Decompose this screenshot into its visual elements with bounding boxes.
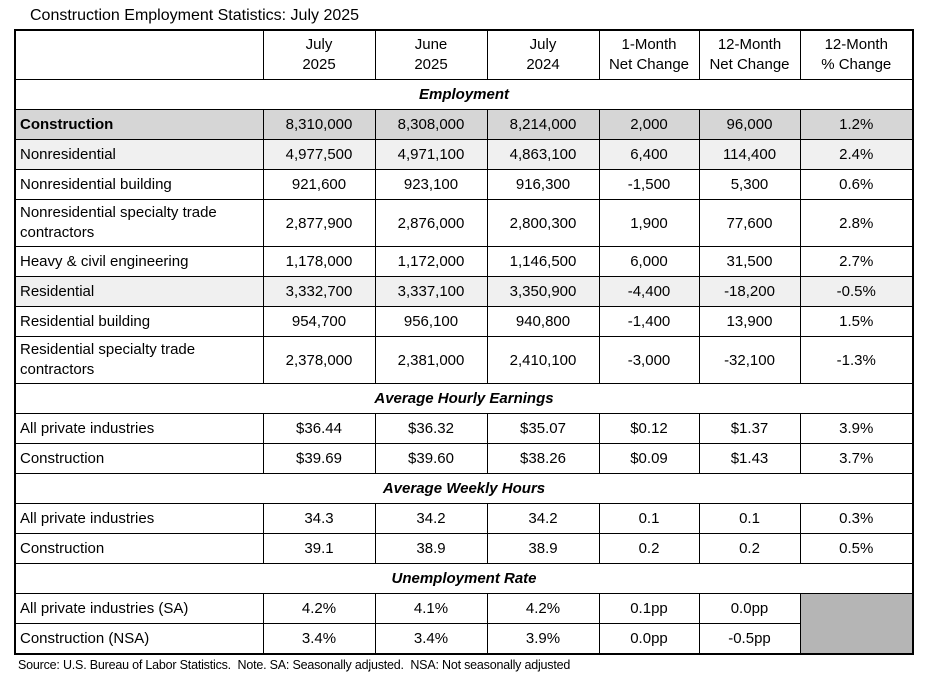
cell-value: 4,977,500 [263, 140, 375, 170]
row-label: All private industries (SA) [15, 594, 263, 624]
col-header-1mo-net: 1-Month Net Change [599, 30, 699, 80]
cell-value: 34.3 [263, 504, 375, 534]
cell-value: 4.2% [487, 594, 599, 624]
cell-value: 4.2% [263, 594, 375, 624]
table-row [15, 140, 913, 170]
cell-value: 2,000 [599, 110, 699, 140]
cell-value: -0.5% [800, 277, 913, 307]
col-header-empty [15, 30, 263, 80]
col-header-12mo-net: 12-Month Net Change [699, 30, 800, 80]
row-label: Construction [15, 444, 263, 474]
cell-value: 3.7% [800, 444, 913, 474]
cell-value: 2.8% [800, 200, 913, 247]
cell-value: 1,900 [599, 200, 699, 247]
cell-value: 1.5% [800, 307, 913, 337]
cell-value: $1.43 [699, 444, 800, 474]
cell-value: $36.44 [263, 414, 375, 444]
cell-value: 3.9% [487, 624, 599, 655]
row-label: Construction [15, 110, 263, 140]
cell-value: 2.7% [800, 247, 913, 277]
table-row [15, 414, 913, 444]
cell-value: 0.3% [800, 504, 913, 534]
cell-value: 4,863,100 [487, 140, 599, 170]
table-row [15, 444, 913, 474]
cell-value: -32,100 [699, 337, 800, 384]
table-row [15, 307, 913, 337]
cell-value: 3,337,100 [375, 277, 487, 307]
cell-value: 2,410,100 [487, 337, 599, 384]
cell-value: 1,178,000 [263, 247, 375, 277]
cell-value: 38.9 [375, 534, 487, 564]
cell-value: 923,100 [375, 170, 487, 200]
cell-value: 8,308,000 [375, 110, 487, 140]
col-header-jun2025: June 2025 [375, 30, 487, 80]
statistics-table [14, 29, 914, 655]
cell-value: 39.1 [263, 534, 375, 564]
page-title: Construction Employment Statistics: July 2025 [30, 7, 360, 24]
section-header-weekly-hours [15, 474, 913, 504]
cell-value: 0.1pp [599, 594, 699, 624]
row-label: Residential building [15, 307, 263, 337]
cell-value: 0.2 [699, 534, 800, 564]
cell-value: 0.5% [800, 534, 913, 564]
cell-value: -1,500 [599, 170, 699, 200]
cell-value: 3,332,700 [263, 277, 375, 307]
cell-value: 1.2% [800, 110, 913, 140]
cell-value: 1,172,000 [375, 247, 487, 277]
row-label: Nonresidential [15, 140, 263, 170]
table-row [15, 504, 913, 534]
table-row [15, 247, 913, 277]
cell-value: 0.2 [599, 534, 699, 564]
cell-value: 4.1% [375, 594, 487, 624]
table-row [15, 337, 913, 384]
section-header-unemployment [15, 564, 913, 594]
cell-value: $36.32 [375, 414, 487, 444]
row-label: All private industries [15, 414, 263, 444]
cell-value: 31,500 [699, 247, 800, 277]
cell-value: -1.3% [800, 337, 913, 384]
row-label: Heavy & civil engineering [15, 247, 263, 277]
cell-value: -0.5pp [699, 624, 800, 655]
cell-value: $1.37 [699, 414, 800, 444]
col-header-jul2024: July 2024 [487, 30, 599, 80]
cell-value: -18,200 [699, 277, 800, 307]
cell-value: 34.2 [487, 504, 599, 534]
cell-value: 13,900 [699, 307, 800, 337]
cell-value: 2,378,000 [263, 337, 375, 384]
cell-value: 2.4% [800, 140, 913, 170]
table-row [15, 170, 913, 200]
cell-value: 916,300 [487, 170, 599, 200]
cell-value: 8,214,000 [487, 110, 599, 140]
cell-value: 34.2 [375, 504, 487, 534]
cell-value: 0.1 [699, 504, 800, 534]
cell-value: 954,700 [263, 307, 375, 337]
cell-value: 3.4% [263, 624, 375, 655]
cell-value: 3.9% [800, 414, 913, 444]
cell-value: 2,800,300 [487, 200, 599, 247]
row-label: Construction (NSA) [15, 624, 263, 655]
col-header-12mo-pct: 12-Month % Change [800, 30, 913, 80]
row-label: Residential [15, 277, 263, 307]
section-header-label: Employment [15, 80, 913, 110]
cell-value: 921,600 [263, 170, 375, 200]
cell-value: 8,310,000 [263, 110, 375, 140]
cell-value: 0.0pp [599, 624, 699, 655]
cell-value: 1,146,500 [487, 247, 599, 277]
cell-value: $39.60 [375, 444, 487, 474]
blocked-cell [800, 594, 913, 655]
section-header-label: Average Weekly Hours [15, 474, 913, 504]
section-header-employment [15, 80, 913, 110]
cell-value: $0.12 [599, 414, 699, 444]
row-label: Nonresidential building [15, 170, 263, 200]
source-note: Source: U.S. Bureau of Labor Statistics. Note. SA: Seasonally adjusted. NSA: Not seasonally adjusted [18, 658, 571, 672]
cell-value: 5,300 [699, 170, 800, 200]
cell-value: 114,400 [699, 140, 800, 170]
cell-value: $39.69 [263, 444, 375, 474]
section-header-label: Unemployment Rate [15, 564, 913, 594]
row-label: All private industries [15, 504, 263, 534]
cell-value: 6,400 [599, 140, 699, 170]
cell-value: 3,350,900 [487, 277, 599, 307]
table-row [15, 277, 913, 307]
cell-value: 2,381,000 [375, 337, 487, 384]
cell-value: 2,876,000 [375, 200, 487, 247]
cell-value: -1,400 [599, 307, 699, 337]
cell-value: 0.6% [800, 170, 913, 200]
row-label: Construction [15, 534, 263, 564]
cell-value: 0.0pp [699, 594, 800, 624]
cell-value: 4,971,100 [375, 140, 487, 170]
section-header-label: Average Hourly Earnings [15, 384, 913, 414]
table-row [15, 534, 913, 564]
cell-value: -3,000 [599, 337, 699, 384]
cell-value: 2,877,900 [263, 200, 375, 247]
cell-value: 96,000 [699, 110, 800, 140]
table-row [15, 594, 913, 624]
table-row [15, 200, 913, 247]
row-label: Nonresidential specialty trade contractors [15, 200, 263, 247]
cell-value: 38.9 [487, 534, 599, 564]
cell-value: $38.26 [487, 444, 599, 474]
column-header-row [15, 30, 913, 80]
cell-value: 0.1 [599, 504, 699, 534]
cell-value: 956,100 [375, 307, 487, 337]
col-header-jul2025: July 2025 [263, 30, 375, 80]
table-row [15, 624, 913, 655]
cell-value: 940,800 [487, 307, 599, 337]
cell-value: 3.4% [375, 624, 487, 655]
cell-value: 6,000 [599, 247, 699, 277]
cell-value: $35.07 [487, 414, 599, 444]
cell-value: 77,600 [699, 200, 800, 247]
cell-value: -4,400 [599, 277, 699, 307]
table-row [15, 110, 913, 140]
cell-value: $0.09 [599, 444, 699, 474]
section-header-hourly-earnings [15, 384, 913, 414]
row-label: Residential specialty trade contractors [15, 337, 263, 384]
